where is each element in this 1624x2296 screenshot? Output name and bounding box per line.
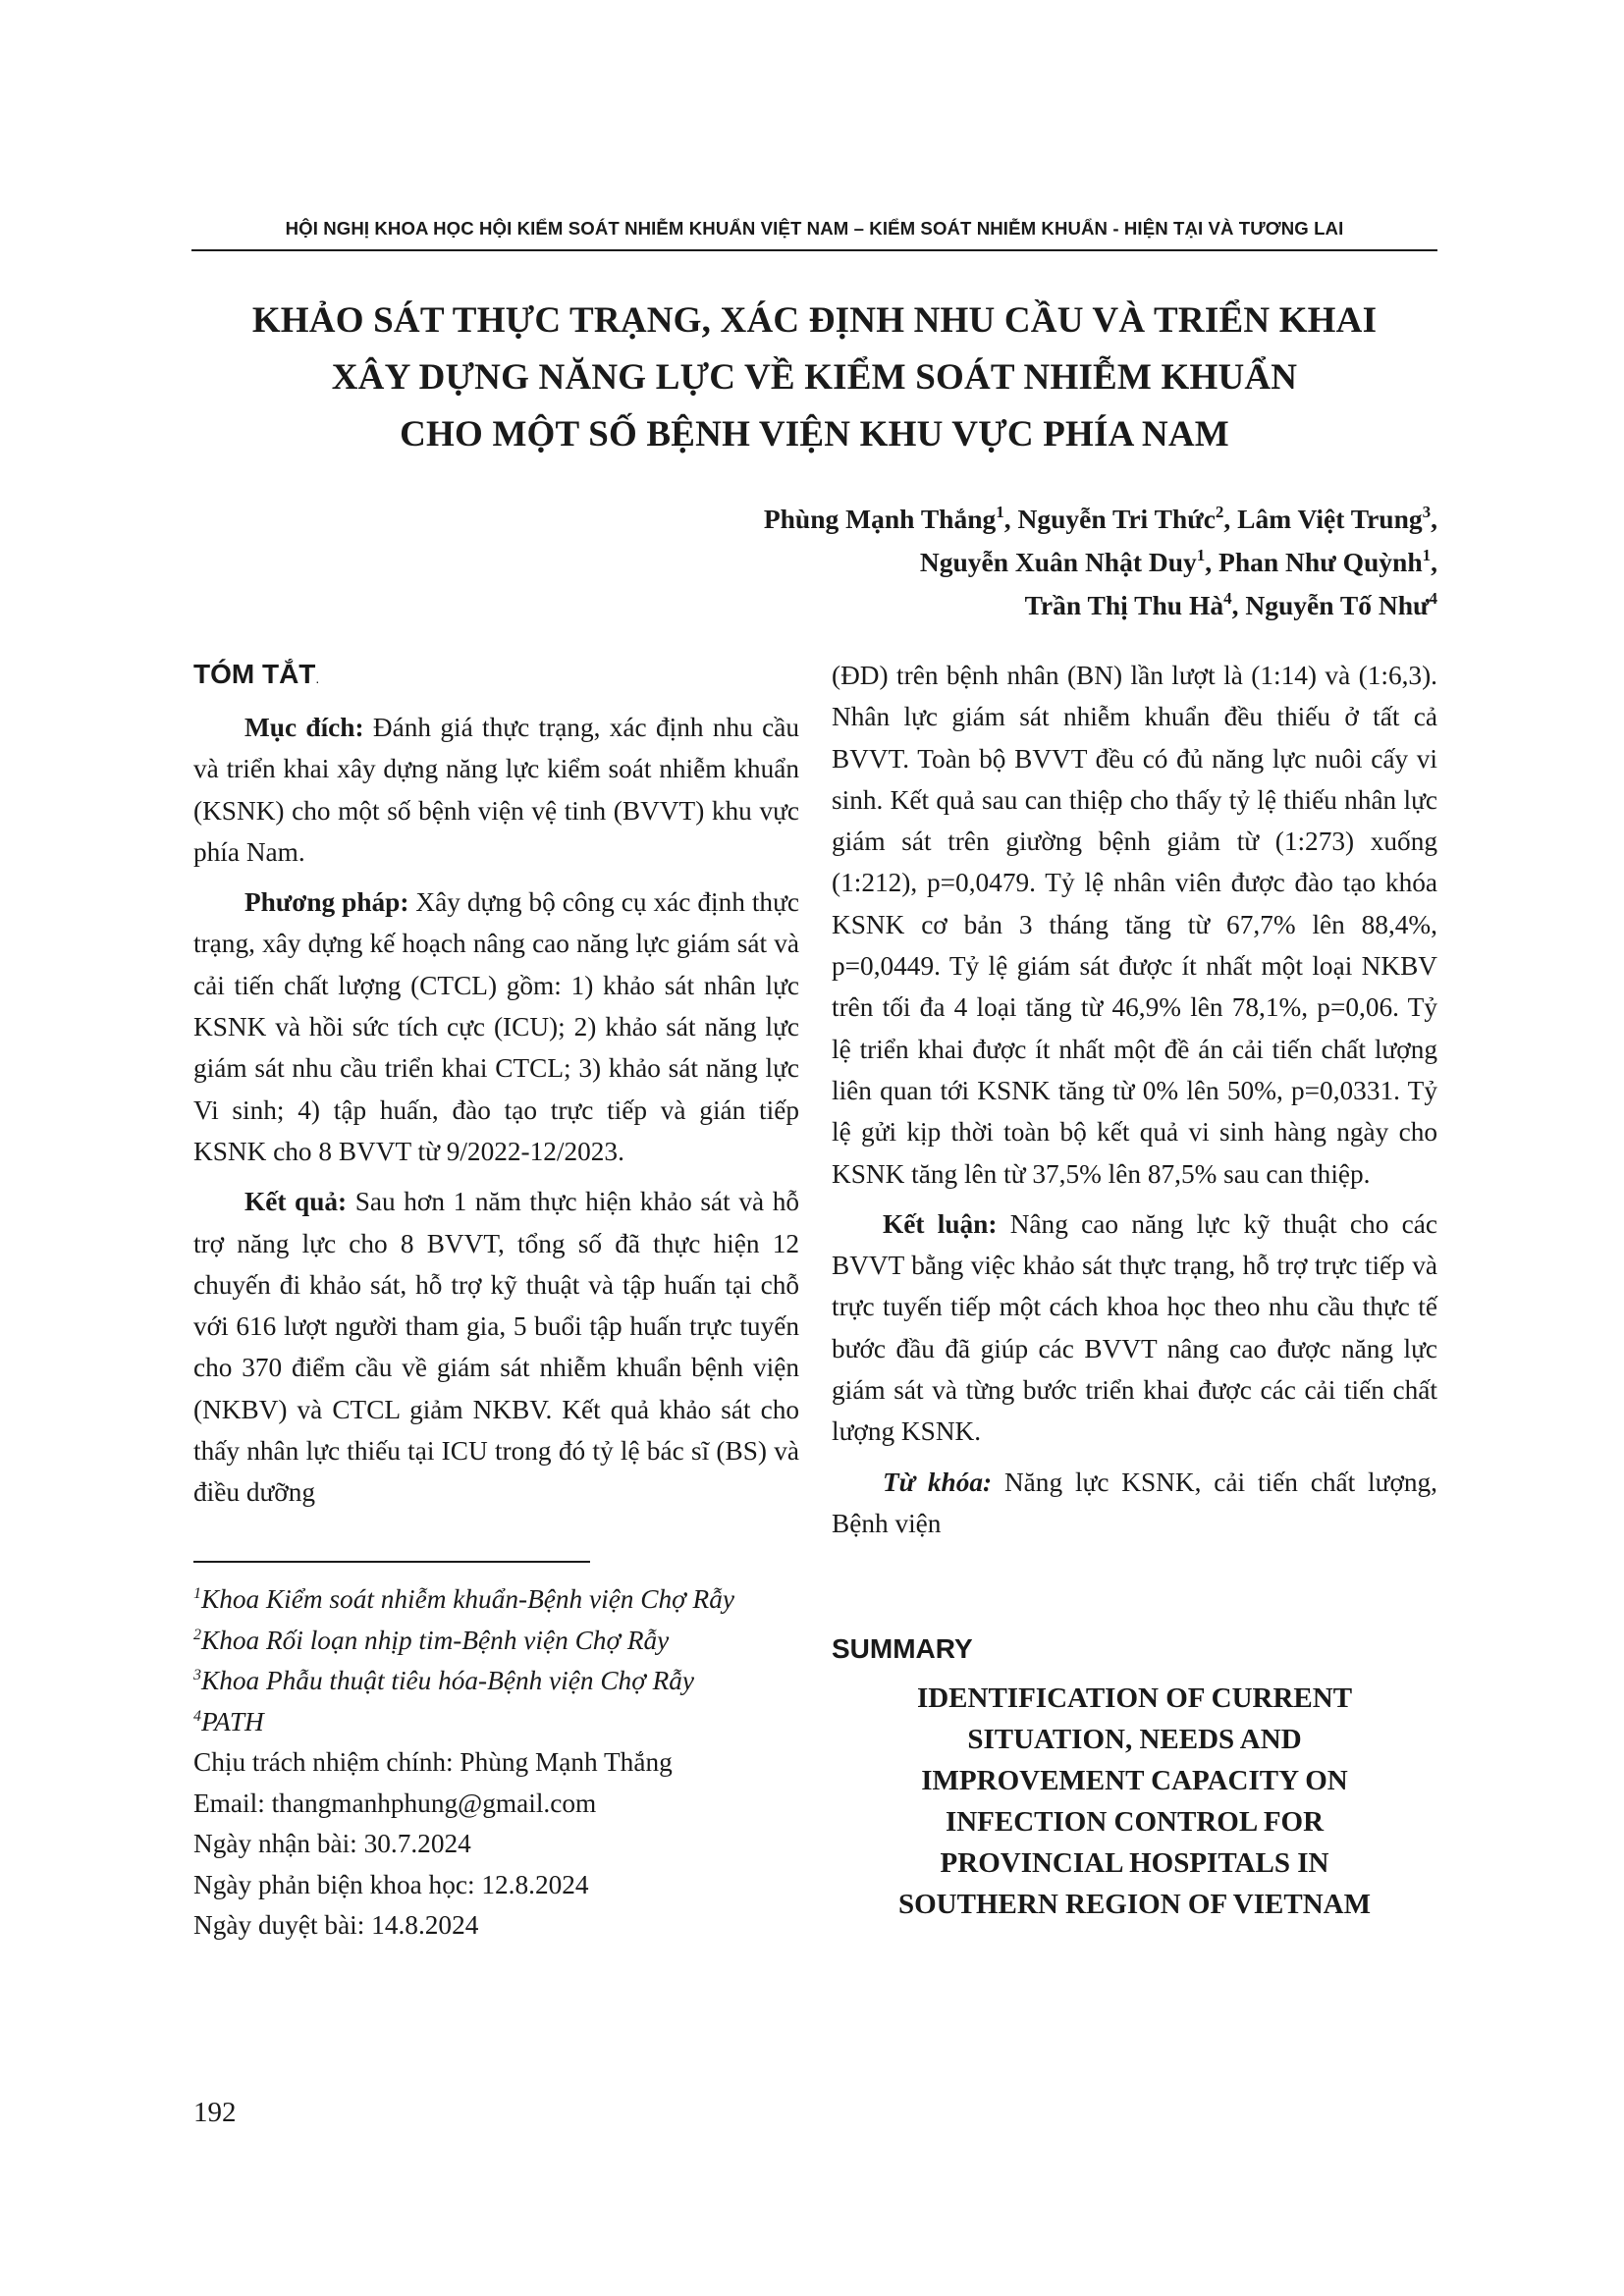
header-divider: [191, 249, 1437, 251]
footnotes: [193, 1579, 799, 1947]
footnote-affiliation-4: $^4$PATH: [193, 1706, 264, 1736]
heading-dot: .: [315, 670, 320, 686]
english-title-line: IDENTIFICATION OF CURRENT: [916, 1682, 1353, 1714]
purpose-label: Mục đích:: [244, 713, 364, 742]
date-received: Ngày nhận bài: 30.7.2024: [193, 1829, 471, 1858]
running-header: HỘI NGHỊ KHOA HỌC HỘI KIỂM SOÁT NHIỄM KHUẨN VIỆT NAM – KIỂM SOÁT NHIỄM KHUẨN - HIỆN TẠI VÀ TƯƠNG LAI: [285, 218, 1344, 239]
footnote-affiliation-1: $^1$Khoa Kiểm soát nhiễm khuẩn-Bệnh viện Chợ Rẫy: [193, 1584, 734, 1614]
left-column: [193, 654, 799, 1522]
contact-email: Email: thangmanhphung@gmail.com: [193, 1788, 597, 1818]
date-reviewed: Ngày phản biện khoa học: 12.8.2024: [193, 1869, 589, 1899]
english-title-line: IMPROVEMENT CAPACITY ON: [921, 1765, 1348, 1796]
method-text: Xây dựng bộ công cụ xác định thực trạng, xây dựng kế hoạch nâng cao năng lực giám sát và cải tiến chất lượng (CTCL) gồm: 1) khảo sát nhân lực KSNK và hồi sức tích cực (ICU); 2) khảo sát năng lực giám sát nhu cầu triển khai CTCL; 3) khảo sát năng lực Vi sinh; 4) tập huấn, đào tạo trực tiếp và gián tiếp KSNK cho 8 BVVT từ 9/2022-12/2023.: [193, 887, 799, 1166]
english-title-line: PROVINCIAL HOSPITALS IN: [940, 1847, 1329, 1879]
author-name: Nguyễn Tri Thức: [1017, 504, 1216, 534]
author-affiliation-sup: 1: [996, 503, 1004, 521]
english-title: [832, 1678, 1437, 1925]
author-affiliation-sup: 1: [1422, 546, 1432, 564]
author-line-1: Phùng Mạnh Thắng$^1$, Nguyễn Tri Thức$^2$, Lâm Việt Trung$^3$,: [763, 503, 1437, 534]
responsible-author: Chịu trách nhiệm chính: Phùng Mạnh Thắng: [193, 1747, 673, 1777]
footnote-affiliation-2: $^2$Khoa Rối loạn nhịp tim-Bệnh viện Chợ Rẫy: [193, 1625, 670, 1655]
keywords-label: Từ khóa:: [883, 1467, 993, 1497]
right-column: [832, 655, 1437, 1553]
results-label: Kết quả:: [244, 1187, 348, 1217]
summary-heading: SUMMARY: [832, 1633, 973, 1664]
results-text: Sau hơn 1 năm thực hiện khảo sát và hỗ trợ năng lực cho 8 BVVT, tổng số đã thực hiện 12 chuyến đi khảo sát, hỗ trợ kỹ thuật và tập huấn tại chỗ với 616 lượt người tham gia, 5 buổi tập huấn trực tuyến cho 370 điểm cầu về giám sát nhiễm khuẩn bệnh viện (NKBV) và CTCL giảm NKBV. Kết quả khảo sát cho thấy nhân lực thiếu tại ICU trong đó tỷ lệ bác sĩ (BS) và điều dưỡng: [193, 1187, 799, 1508]
results-paragraph: [193, 1181, 799, 1513]
english-title-line: SITUATION, NEEDS AND: [967, 1724, 1302, 1755]
date-accepted: Ngày duyệt bài: 14.8.2024: [193, 1910, 479, 1940]
title-line-2: XÂY DỰNG NĂNG LỰC VỀ KIỂM SOÁT NHIỄM KHUẨN: [331, 357, 1298, 398]
keywords-paragraph: [832, 1462, 1437, 1545]
purpose-text: Đánh giá thực trạng, xác định nhu cầu và triển khai xây dựng năng lực kiểm soát nhiễm khuẩn (KSNK) cho một số bệnh viện vệ tinh (BVVT) khu vực phía Nam.: [193, 713, 800, 867]
author-affiliation-sup: 1: [1196, 546, 1206, 564]
author-affiliation-sup: 2: [1215, 503, 1224, 521]
author-affiliation-sup: 4: [1429, 589, 1437, 608]
author-name: Phan Như Quỳnh: [1218, 547, 1423, 577]
conclusion-label: Kết luận:: [883, 1208, 998, 1239]
author-line-2: Nguyễn Xuân Nhật Duy$^1$, Phan Như Quỳnh$^1$,: [919, 546, 1437, 577]
article-title: [196, 293, 1433, 463]
author-affiliation-sup: 4: [1223, 589, 1232, 608]
footnote-affiliation-3: $^3$Khoa Phẫu thuật tiêu hóa-Bệnh viện Chợ Rẫy: [193, 1666, 695, 1695]
keywords-text: Năng lực KSNK, cải tiến chất lượng, Bệnh viện: [832, 1467, 1437, 1538]
author-list: [764, 498, 1437, 627]
footnote-divider: [193, 1561, 590, 1563]
author-name: Nguyễn Xuân Nhật Duy: [919, 547, 1197, 577]
results-continued: (ĐD) trên bệnh nhân (BN) lần lượt là (1:14) và (1:6,3). Nhân lực giám sát nhiễm khuẩn đều thiếu ở tất cả BVVT. Toàn bộ BVVT đều có đủ năng lực nuôi cấy vi sinh. Kết quả sau can thiệp cho thấy tỷ lệ thiếu nhân lực giám sát trên giường bệnh giảm từ (1:273) xuống (1:212), p=0,0479. Tỷ lệ nhân viên được đào tạo khóa KSNK cơ bản 3 tháng tăng từ 67,7% lên 88,4%, p=0,0449. Tỷ lệ giám sát được ít nhất một loại NKBV trên tối đa 4 loại tăng từ 46,9% lên 78,1%, p=0,06. Tỷ lệ triển khai được ít nhất một đề án cải tiến chất lượng liên quan tới KSNK tăng từ 0% lên 50%, p=0,0331. Tỷ lệ gửi kịp thời toàn bộ kết quả vi sinh hàng ngày cho KSNK tăng lên từ 37,5% lên 87,5% sau can thiệp.: [832, 661, 1437, 1189]
author-name: Phùng Mạnh Thắng: [763, 504, 997, 534]
author-name: Trần Thị Thu Hà: [1024, 590, 1224, 620]
conclusion-text: Nâng cao năng lực kỹ thuật cho các BVVT bằng việc khảo sát thực trạng, hỗ trợ trực tiếp và trực tuyến tiếp một cách khoa học theo nhu cầu thực tế bước đầu đã giúp các BVVT nâng cao được năng lực giám sát và từng bước triển khai được các cải tiến chất lượng KSNK.: [832, 1208, 1437, 1447]
author-line-3: Trần Thị Thu $Hà^4$, Nguyễn Tố Như$^4$: [1024, 589, 1437, 620]
title-line-1: KHẢO SÁT THỰC TRẠNG, XÁC ĐỊNH NHU CẦU VÀ TRIỂN KHAI: [251, 300, 1378, 341]
method-label: Phương pháp:: [244, 887, 409, 918]
author-affiliation-sup: 3: [1422, 503, 1432, 521]
abstract-heading: TÓM TẮT.: [193, 659, 320, 689]
english-title-line: INFECTION CONTROL FOR: [945, 1806, 1325, 1838]
conclusion-paragraph: [832, 1203, 1437, 1453]
purpose-paragraph: [193, 707, 799, 873]
method-paragraph: [193, 881, 799, 1172]
title-line-3: CHO MỘT SỐ BỆNH VIỆN KHU VỰC PHÍA NAM: [400, 414, 1229, 454]
author-name: Lâm Việt Trung: [1237, 504, 1423, 534]
english-title-line: SOUTHERN REGION OF VIETNAM: [898, 1889, 1371, 1920]
author-name: Nguyễn Tố Như: [1245, 590, 1430, 620]
page-number: 192: [193, 2097, 237, 2128]
